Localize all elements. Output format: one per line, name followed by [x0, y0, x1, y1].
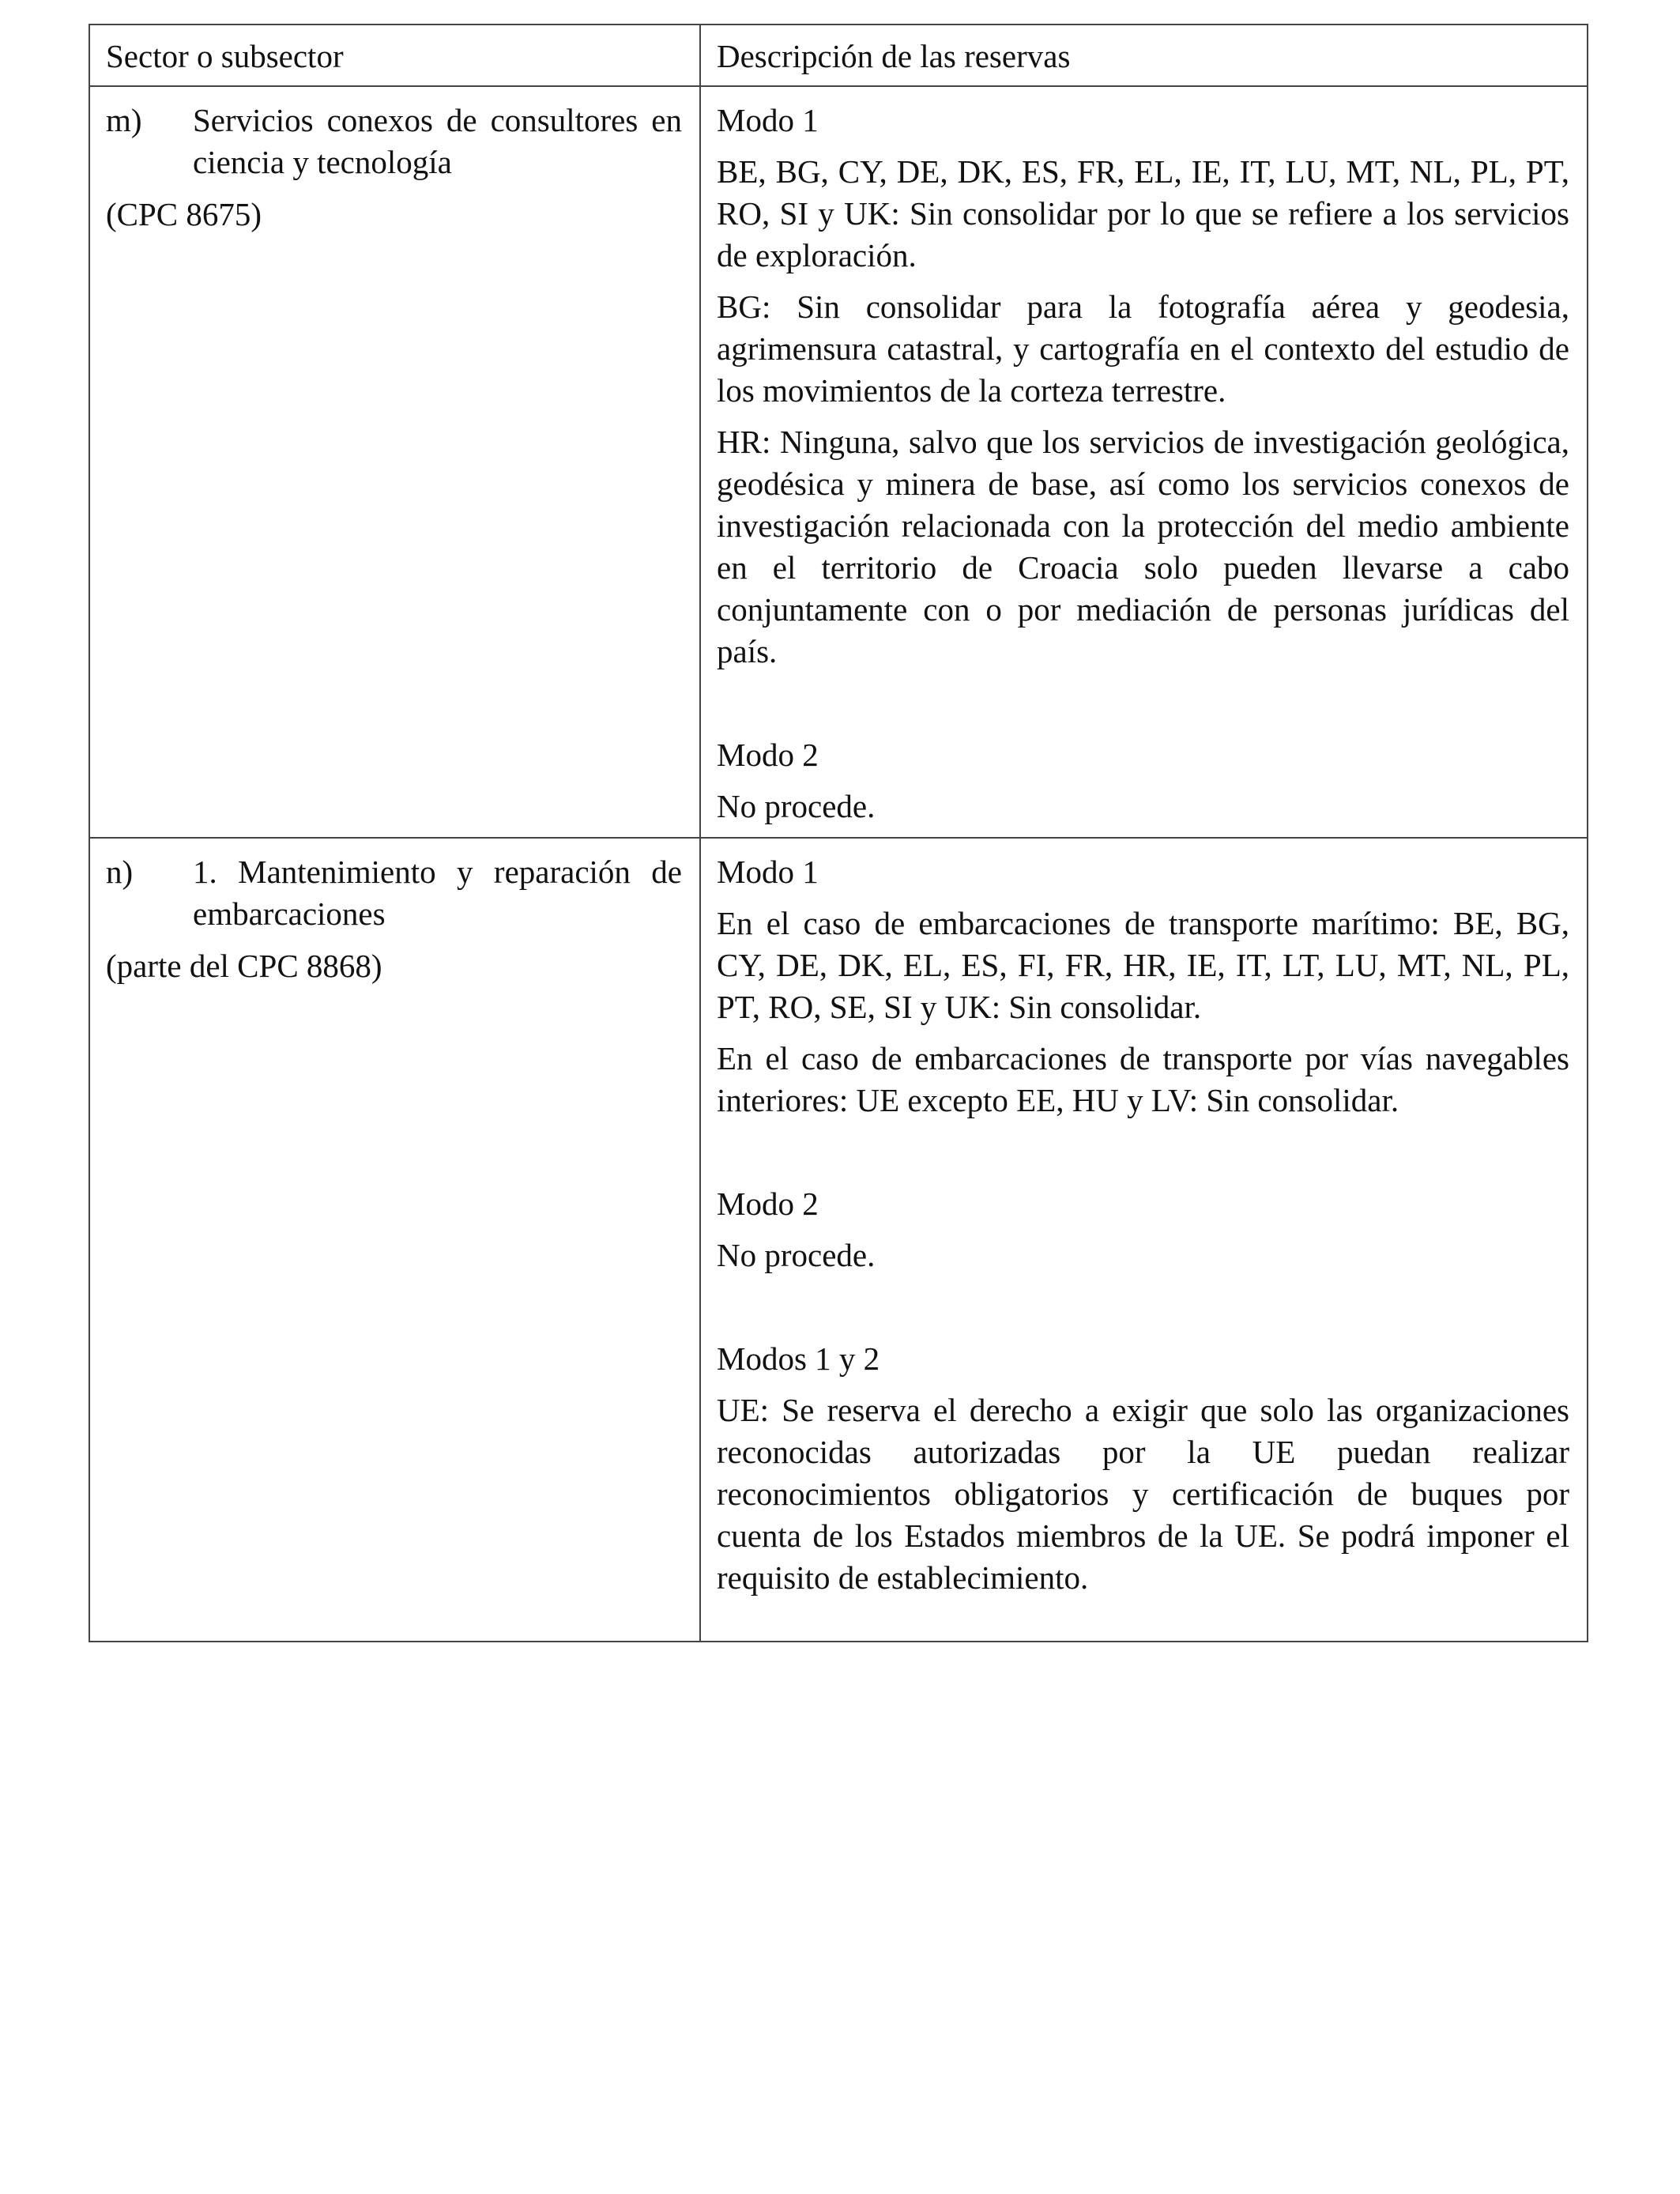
sector-letter: n) [106, 854, 134, 890]
header-description-label: Descripción de las reservas [717, 38, 1071, 74]
sector-cell [89, 86, 700, 838]
reservation-paragraph: No procede. [717, 788, 876, 824]
mode-heading: Modo 1 [717, 854, 819, 890]
description-cell [700, 838, 1588, 1642]
sector-name: Servicios conexos de consultores en ciencia y tecnología [193, 102, 682, 180]
mode-block [717, 1338, 1569, 1599]
sector-cpc-code: (parte del CPC 8868) [106, 948, 382, 984]
mode-block [717, 851, 1569, 1122]
reservation-paragraph: BE, BG, CY, DE, DK, ES, FR, EL, IE, IT, LU, MT, NL, PL, PT, RO, SI y UK: Sin consolidar por lo que se refiere a los servicios de exploración. [717, 153, 1569, 273]
mode-block [717, 734, 1569, 827]
reservation-paragraph: No procede. [717, 1237, 876, 1273]
sector-name: 1. Mantenimiento y reparación de embarcaciones [193, 854, 682, 932]
reservation-paragraph: BG: Sin consolidar para la fotografía aérea y geodesia, agrimensura catastral, y cartografía en el contexto del estudio de los movimientos de la corteza terrestre. [717, 288, 1569, 409]
sector-cell [89, 838, 700, 1642]
mode-heading: Modo 1 [717, 102, 819, 138]
header-sector-cell [89, 25, 700, 86]
mode-heading: Modo 2 [717, 1186, 819, 1222]
table-row [89, 86, 1588, 838]
mode-block [717, 1183, 1569, 1276]
sector-cpc-code: (CPC 8675) [106, 196, 262, 232]
reservation-paragraph: HR: Ninguna, salvo que los servicios de investigación geológica, geodésica y minera de base, así como los servicios conexos de investigación relacionada con la protección del medio ambiente en el territorio de Croacia solo pueden llevarse a cabo conjuntamente con o por mediación de personas jurídicas del país. [717, 424, 1569, 669]
sector-letter: m) [106, 102, 142, 138]
reservations-table [89, 24, 1588, 1642]
header-description-cell [700, 25, 1588, 86]
table-row [89, 838, 1588, 1642]
header-sector-label: Sector o subsector [106, 38, 344, 74]
mode-heading: Modo 2 [717, 737, 819, 773]
reservation-paragraph: UE: Se reserva el derecho a exigir que solo las organizaciones reconocidas autorizadas por la UE puedan realizar reconocimientos obligatorios y certificación de buques por cuenta de los Estados miembros de la UE. Se podrá imponer el requisito de establecimiento. [717, 1392, 1569, 1596]
mode-heading: Modos 1 y 2 [717, 1340, 880, 1377]
mode-block [717, 100, 1569, 673]
reservation-paragraph: En el caso de embarcaciones de transporte marítimo: BE, BG, CY, DE, DK, EL, ES, FI, FR, HR, IE, IT, LT, LU, MT, NL, PL, PT, RO, SE, SI y UK: Sin consolidar. [717, 905, 1569, 1025]
table-header-row [89, 25, 1588, 86]
description-cell [700, 86, 1588, 838]
reservation-paragraph: En el caso de embarcaciones de transporte por vías navegables interiores: UE excepto EE, HU y LV: Sin consolidar. [717, 1040, 1569, 1118]
